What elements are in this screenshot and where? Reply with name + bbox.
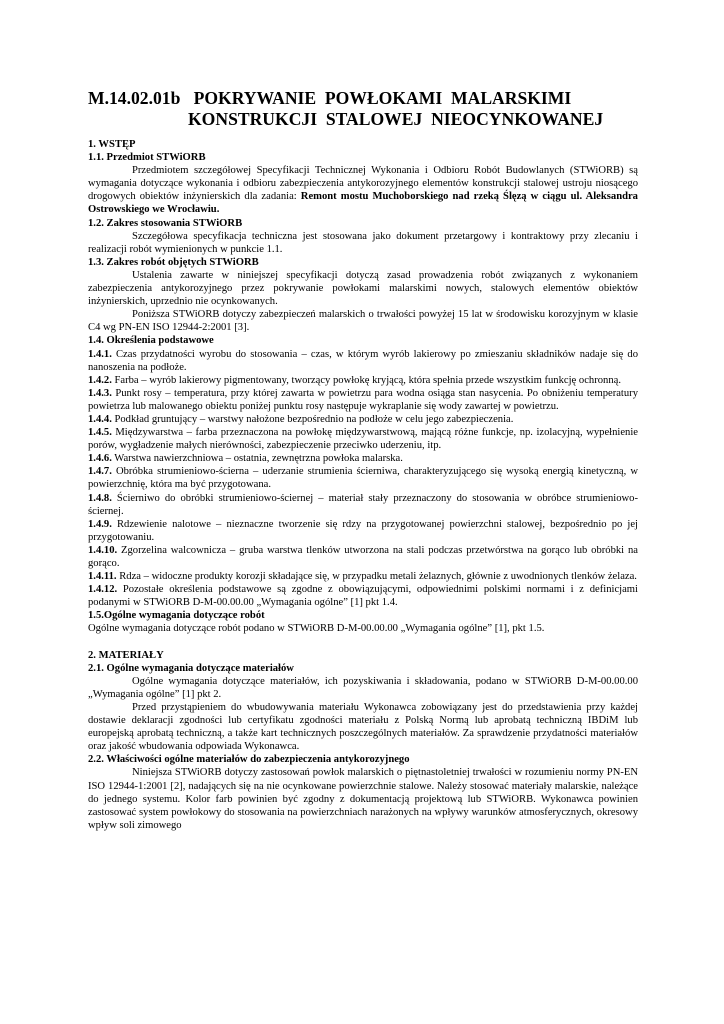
definition-item <box>88 387 638 413</box>
definition-number: 1.4.1. <box>88 348 112 360</box>
definition-number: 1.4.2. <box>88 374 112 386</box>
definition-number: 1.4.12. <box>88 584 118 596</box>
subsection-heading: 1.1. Przedmiot STWiORB <box>88 152 206 164</box>
subsection-heading: 1.5.Ogólne wymagania dotyczące robót <box>88 610 265 622</box>
definition-number: 1.4.4. <box>88 413 112 425</box>
definition-number: 1.4.8. <box>88 492 112 504</box>
paragraph: Ustalenia zawarte w niniejszej specyfikacji dotyczą zasad prowadzenia robót związanych z wykonaniem zabezpieczenia antykorozyjnego przez pokrywanie powłokami malarskimi nowych, stalowych elementów obiektów inżynierskich, uprzednio nie ocynkowanych. <box>88 269 638 308</box>
definition-text: Zgorzelina walcownicza – gruba warstwa tlenków utworzona na stali podczas przetwórstwa na gorąco lub obróbki na gorąco. <box>88 544 638 569</box>
paragraph: Niniejsza STWiORB dotyczy zastosowań powłok malarskich o piętnastoletniej trwałości w rozumieniu normy PN-EN ISO 12944-1:2001 [2], nadających się na nie ocynkowane powierzchnie stalowe. Należy stosować materiały malarskie, należące do jednego systemu. Kolor farb powinien być zgodny z dokumentacją projektową lub STWiORB. Wykonawca powinien zastosować system powłokowy do stosowania na powierzchniach narażonych na wpływy warunków atmosferycznych, okresowy wpływ soli zimowego <box>88 767 638 831</box>
definition-number: 1.4.10. <box>88 544 118 556</box>
definition-item <box>88 518 638 544</box>
definition-item <box>88 413 638 426</box>
paragraph: Przed przystąpieniem do wbudowywania materiału Wykonawca zobowiązany jest do przedstawienia przy każdej dostawie deklaracji zgodności lub certyfikatu zgodności materiału z Polską Normą lub aprobatą techniczną IBDiM lub europejską aprobatą techniczną, a także kart technicznych poszczególnych materiałów. Za sprawdzenie przydatności materiałów oraz jakość wbudowania odpowiada Wykonawca. <box>88 701 638 753</box>
subsection-heading: 2.2. Właściwości ogólne materiałów do zabezpieczenia antykorozyjnego <box>88 754 410 766</box>
definition-text: Ścierniwo do obróbki strumieniowo-ściernej – materiał stały przeznaczony do stosowania w obróbce strumieniowo-ściernej. <box>88 492 638 517</box>
subsection-heading: 2.1. Ogólne wymagania dotyczące materiałów <box>88 662 294 674</box>
paragraph: Ogólne wymagania dotyczące materiałów, ich pozyskiwania i składowania, podano w STWiORB D-M-00.00.00 „Wymagania ogólne” [1] pkt 2. <box>88 675 638 700</box>
section-gap <box>88 636 638 649</box>
section-heading: 2. MATERIAŁY <box>88 649 164 661</box>
definition-text: Rdza – widoczne produkty korozji składające się, w przypadku metali żelaznych, głównie z uwodnionych tlenków żelaza. <box>116 571 637 583</box>
paragraph: Ogólne wymagania dotyczące robót podano w STWiORB D-M-00.00.00 „Wymagania ogólne” [1], pkt 1.5. <box>88 623 545 635</box>
paragraph: Poniższa STWiORB dotyczy zabezpieczeń malarskich o trwałości powyżej 15 lat w środowisku korozyjnym w klasie C4 wg PN-EN ISO 12944-2:2001 [3]. <box>88 309 638 334</box>
definition-item <box>88 544 638 570</box>
definition-number: 1.4.11. <box>88 571 117 583</box>
definition-text: Pozostałe określenia podstawowe są zgodne z obowiązującymi, odpowiednimi polskimi normami i z definicjami podanymi w STWiORB D-M-00.00.00 „Wymagania ogólne” [1] pkt 1.4. <box>88 584 638 609</box>
definition-item <box>88 492 638 518</box>
definition-text: Rdzewienie nalotowe – nieznaczne tworzenie się rdzy na przygotowanej powierzchni stalowej, bezpośrednio po jej przygotowaniu. <box>88 518 638 543</box>
subsection-heading: 1.4. Określenia podstawowe <box>88 335 214 347</box>
paragraph: Przedmiotem szczegółowej Specyfikacji Technicznej Wykonania i Odbioru Robót Budowlanych (STWiORB) są wymagania dotyczące wykonania i odbioru zabezpieczenia antykorozyjnego elementów konstrukcji stalowej ustroju niosącego drogowych obiektów inżynierskich dla zadania: Remont mostu Muchoborskiego nad rzeką Ślęzą w ciągu ul. Aleksandra Ostrowskiego we Wrocławiu. <box>88 165 638 216</box>
paragraph: Szczegółowa specyfikacja techniczna jest stosowana jako dokument przetargowy i kontraktowy przy zlecaniu i realizacji robót wymienionych w punkcie 1.1. <box>88 230 638 255</box>
definition-number: 1.4.3. <box>88 387 112 399</box>
definition-text: Międzywarstwa – farba przeznaczona na powłokę międzywarstwową, mającą różne funkcje, np. izolacyjną, wypełnienie porów, wygładzenie małych nierówności, zabezpieczenie przeciwko uderzeniu, itp. <box>88 427 638 452</box>
definition-item <box>88 583 638 609</box>
title-line-2: KONSTRUKCJI STALOWEJ NIEOCYNKOWANEJ <box>188 109 604 129</box>
definition-number: 1.4.9. <box>88 518 112 530</box>
title-line-1: POKRYWANIE POWŁOKAMI MALARSKIMI <box>193 88 572 108</box>
definition-text: Farba – wyrób lakierowy pigmentowany, tworzący powłokę kryjącą, która spełnia przede wszystkim funkcję ochronną. <box>111 374 621 386</box>
definitions-list <box>88 348 638 610</box>
spec-title <box>88 88 603 130</box>
spec-code: M.14.02.01b <box>88 88 181 108</box>
definition-item <box>88 426 638 452</box>
subsection-heading: 1.2. Zakres stosowania STWiORB <box>88 217 243 229</box>
definition-item <box>88 452 638 465</box>
project-name: Remont mostu Muchoborskiego nad rzeką Ślęzą w ciągu ul. Aleksandra Ostrowskiego we Wrocławiu. <box>88 191 638 216</box>
definition-item <box>88 465 638 491</box>
definition-text: Warstwa nawierzchniowa – ostatnia, zewnętrzna powłoka malarska. <box>111 453 403 465</box>
definition-item <box>88 570 638 583</box>
definition-number: 1.4.7. <box>88 466 112 478</box>
section-heading: 1. WSTĘP <box>88 139 136 150</box>
definition-text: Podkład gruntujący – warstwy nałożone bezpośrednio na podłoże w celu jego zabezpieczenia. <box>111 413 514 425</box>
definition-number: 1.4.5. <box>88 427 112 439</box>
definition-number: 1.4.6. <box>88 453 112 465</box>
definition-item <box>88 374 638 387</box>
document-body <box>88 138 638 832</box>
definition-text: Obróbka strumieniowo-ścierna – uderzanie strumienia ścierniwa, charakteryzującego się wysoką energią kinetyczną, w powierzchnię, która ma być przygotowana. <box>88 466 638 491</box>
definition-text: Czas przydatności wyrobu do stosowania – czas, w którym wyrób lakierowy po zmieszaniu składników nadaje się do nanoszenia na podłoże. <box>88 348 638 373</box>
subsection-heading: 1.3. Zakres robót objętych STWiORB <box>88 256 259 268</box>
definition-text: Punkt rosy – temperatura, przy której zawarta w powietrzu para wodna osiąga stan nasycenia. Po obniżeniu temperatury powietrza lub malowanego obiektu poniżej punktu rosy następuje wykraplanie się wody zawartej w powietrzu. <box>88 387 638 412</box>
definition-item <box>88 348 638 374</box>
